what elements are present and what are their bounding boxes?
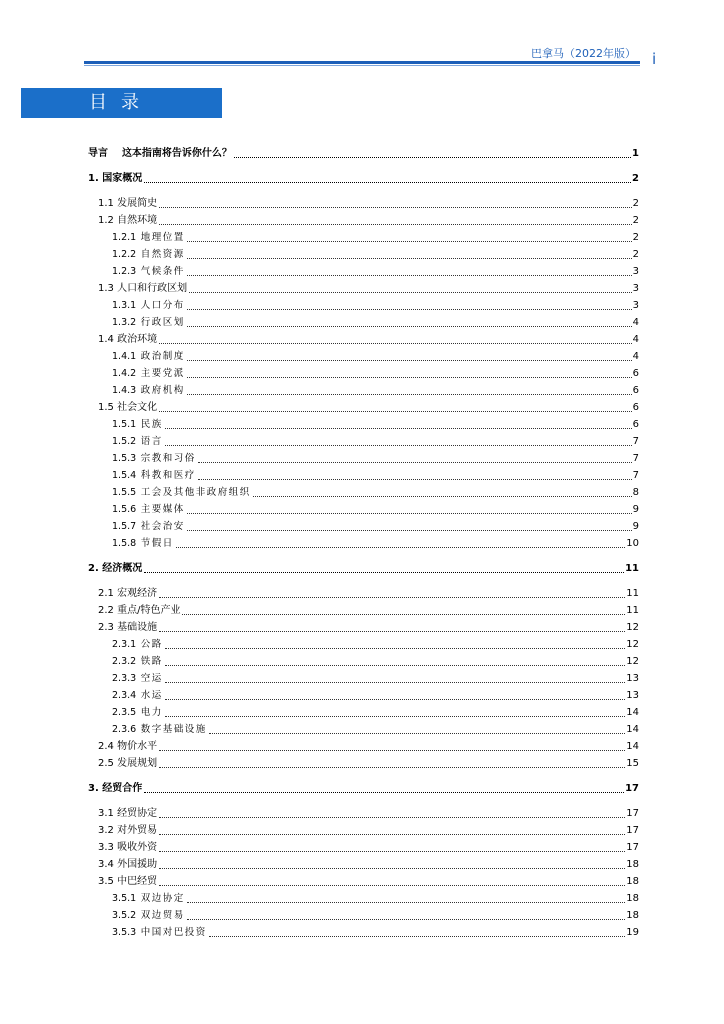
toc-entry-page: 14 (626, 707, 639, 718)
toc-entry[interactable] (88, 499, 639, 516)
toc-entry-title: 语言 (140, 436, 163, 447)
toc-entry[interactable] (88, 617, 639, 634)
toc-entry[interactable] (88, 702, 639, 719)
toc-leader-dots (165, 647, 626, 649)
toc-leader-dots (187, 512, 632, 514)
toc-entry-number: 3.5 (98, 876, 114, 887)
toc-entry-label (112, 317, 186, 329)
toc-leader-dots (187, 918, 626, 920)
toc-entry-title: 这本指南将告诉你什么？ (121, 148, 232, 159)
toc-entry-title: 人口和行政区划 (117, 283, 188, 294)
toc-entry[interactable] (88, 719, 639, 736)
toc-section-gap (88, 185, 639, 193)
toc-entry-title: 社会文化 (117, 402, 158, 413)
toc-entry[interactable] (88, 905, 639, 922)
toc-entry[interactable] (88, 871, 639, 888)
toc-entry[interactable] (88, 668, 639, 685)
toc-entry-title: 空运 (140, 673, 163, 684)
toc-leader-dots (165, 698, 626, 700)
toc-entry-page: 11 (626, 605, 639, 616)
toc-entry-title: 人口分布 (140, 300, 185, 311)
toc-entry-label (98, 283, 188, 295)
toc-entry-label (98, 741, 158, 753)
toc-entry[interactable] (88, 278, 639, 295)
toc-section-gap (88, 160, 639, 168)
toc-leader-dots (159, 596, 625, 598)
toc-entry-label (98, 215, 158, 227)
toc-entry-label (112, 639, 164, 651)
toc-entry-number: 2.4 (98, 741, 114, 752)
toc-entry-number: 1.5.8 (112, 538, 137, 549)
toc-entry-title: 主要党派 (140, 368, 185, 379)
toc-entry-label (112, 724, 208, 736)
toc-heading: 目录 (89, 92, 153, 113)
toc-entry-title: 外国援助 (117, 859, 158, 870)
toc-entry-title: 气候条件 (140, 266, 185, 277)
toc-entry-title: 自然环境 (117, 215, 158, 226)
toc-entry-page: 13 (626, 673, 639, 684)
toc-leader-dots (187, 359, 632, 361)
toc-entry-title: 双边协定 (140, 893, 185, 904)
toc-leader-dots (209, 935, 626, 937)
toc-entry-number: 1.5.2 (112, 436, 137, 447)
toc-entry-label (112, 538, 175, 550)
toc-leader-dots (187, 376, 632, 378)
toc-entry-title: 吸收外资 (117, 842, 158, 853)
toc-entry[interactable] (88, 227, 639, 244)
toc-entry-page: 15 (626, 758, 639, 769)
header-rule-thin (84, 65, 640, 66)
toc-leader-dots (189, 291, 632, 293)
toc-entry-title: 水运 (140, 690, 163, 701)
toc-entry-title: 对外贸易 (117, 825, 158, 836)
toc-leader-dots (159, 867, 625, 869)
toc-entry-number: 2.3.5 (112, 707, 137, 718)
toc-entry-page: 2 (632, 173, 639, 184)
toc-entry[interactable] (88, 295, 639, 312)
toc-entry-title: 宏观经济 (117, 588, 158, 599)
toc-leader-dots (198, 461, 632, 463)
toc-leader-dots (198, 478, 632, 480)
toc-leader-dots (159, 749, 625, 751)
toc-entry-title: 民族 (140, 419, 163, 430)
page-number: i (652, 50, 657, 68)
toc-entry-title: 中国对巴投资 (140, 927, 207, 938)
toc-leader-dots (165, 715, 626, 717)
toc-leader-dots (159, 884, 625, 886)
toc-entry-page: 14 (626, 724, 639, 735)
toc-entry-number: 1.5.7 (112, 521, 137, 532)
toc-entry-label (88, 783, 143, 795)
toc-entry-number: 2.5 (98, 758, 114, 769)
toc-entry[interactable] (88, 329, 639, 346)
toc-entry-label (112, 249, 186, 261)
toc-leader-dots (159, 630, 625, 632)
toc-entry-page: 2 (632, 232, 639, 243)
toc-entry-label (98, 842, 158, 854)
toc-entry-label (112, 707, 164, 719)
toc-entry-title: 电力 (140, 707, 163, 718)
toc-leader-dots (187, 529, 632, 531)
toc-entry[interactable] (88, 778, 639, 795)
toc-entry-number: 1.3.1 (112, 300, 137, 311)
toc-entry[interactable] (88, 685, 639, 702)
toc-entry[interactable] (88, 168, 639, 185)
toc-entry-number: 2. (88, 563, 99, 574)
toc-entry-title: 社会治安 (140, 521, 185, 532)
toc-entry-page: 6 (632, 368, 639, 379)
toc-entry-label (98, 588, 158, 600)
toc-leader-dots (187, 393, 632, 395)
toc-leader-dots (144, 791, 624, 793)
toc-entry-number: 2.3.2 (112, 656, 137, 667)
toc-entry-title: 经贸协定 (117, 808, 158, 819)
toc-entry-number: 1.4.2 (112, 368, 137, 379)
toc-leader-dots (187, 901, 626, 903)
toc-entry-page: 3 (632, 283, 639, 294)
toc-entry-number: 1. (88, 173, 99, 184)
toc-entry-number: 1.1 (98, 198, 114, 209)
toc-entry-title: 经济概况 (102, 563, 143, 574)
toc-entry-label (112, 436, 164, 448)
toc-entry-number: 3.4 (98, 859, 114, 870)
toc-entry[interactable] (88, 312, 639, 329)
toc-leader-dots (159, 410, 632, 412)
toc-leader-dots (159, 766, 625, 768)
toc-entry-label (112, 927, 208, 939)
toc-entry-title: 基础设施 (117, 622, 158, 633)
toc-entry-label (98, 402, 158, 414)
toc-leader-dots (159, 850, 625, 852)
toc-entry[interactable] (88, 516, 639, 533)
toc-entry[interactable] (88, 651, 639, 668)
toc-entry-number: 1.2 (98, 215, 114, 226)
toc-entry-title: 经贸合作 (102, 783, 143, 794)
toc-entry-title: 自然资源 (140, 249, 185, 260)
toc-entry-label (98, 198, 158, 210)
toc-entry-page: 19 (626, 927, 639, 938)
toc-entry[interactable] (88, 431, 639, 448)
toc-entry-page: 17 (626, 808, 639, 819)
toc-entry[interactable] (88, 803, 639, 820)
toc-entry[interactable] (88, 465, 639, 482)
toc-entry-number: 3.5.2 (112, 910, 137, 921)
toc-entry-number: 1.5 (98, 402, 114, 413)
toc-entry-title: 节假日 (140, 538, 174, 549)
toc-entry[interactable] (88, 634, 639, 651)
toc-entry[interactable] (88, 820, 639, 837)
toc-entry-page: 18 (626, 859, 639, 870)
toc-entry-number: 1.2.1 (112, 232, 137, 243)
toc-entry-page: 7 (632, 453, 639, 464)
toc-entry-number: 1.5.3 (112, 453, 137, 464)
toc-entry-label (112, 910, 186, 922)
toc-entry[interactable] (88, 854, 639, 871)
header-rule (84, 61, 640, 64)
toc-leader-dots (144, 181, 631, 183)
toc-entry[interactable] (88, 414, 639, 431)
toc-entry-title: 宗教和习俗 (140, 453, 196, 464)
toc-entry-number: 3.3 (98, 842, 114, 853)
toc-entry[interactable] (88, 922, 639, 939)
toc-entry-label (112, 656, 164, 668)
toc-entry-title: 行政区划 (140, 317, 185, 328)
toc-entry-page: 12 (626, 622, 639, 633)
running-header-title: 巴拿马（2022年版） (531, 47, 636, 60)
toc-entry-page: 3 (632, 300, 639, 311)
toc-entry[interactable] (88, 482, 639, 499)
toc-leader-dots (159, 816, 625, 818)
toc-entry-page: 2 (632, 215, 639, 226)
toc-entry-page: 8 (632, 487, 639, 498)
toc-entry-title: 发展简史 (117, 198, 158, 209)
toc-leader-dots (234, 156, 631, 158)
toc-entry-label (112, 419, 164, 431)
toc-entry-number: 导言 (88, 148, 108, 159)
toc-entry-label (112, 521, 186, 533)
toc-entry-title: 地理位置 (140, 232, 185, 243)
toc-entry-number: 1.5.5 (112, 487, 137, 498)
toc-entry-page: 11 (626, 588, 639, 599)
toc-entry-page: 17 (625, 783, 639, 794)
toc-leader-dots (159, 223, 632, 225)
toc-entry-number: 2.3.6 (112, 724, 137, 735)
toc-entry-number: 2.3.1 (112, 639, 137, 650)
toc-entry-number: 1.5.6 (112, 504, 137, 515)
toc-entry-page: 10 (626, 538, 639, 549)
toc-entry-title: 科教和医疗 (140, 470, 196, 481)
toc-entry[interactable] (88, 346, 639, 363)
toc-entry-label (98, 334, 158, 346)
toc-entry[interactable] (88, 363, 639, 380)
toc-entry-page: 12 (626, 639, 639, 650)
toc-entry[interactable] (88, 380, 639, 397)
toc-entry[interactable] (88, 210, 639, 227)
toc-entry-number: 1.2.3 (112, 266, 137, 277)
toc-entry-label (112, 673, 164, 685)
toc-entry[interactable] (88, 261, 639, 278)
toc-entry[interactable] (88, 736, 639, 753)
toc-entry[interactable] (88, 600, 639, 617)
toc-entry-label (112, 504, 186, 516)
toc-entry-page: 17 (626, 825, 639, 836)
toc-leader-dots (159, 206, 632, 208)
toc-entry-number: 2.2 (98, 605, 114, 616)
toc-entry-number: 2.1 (98, 588, 114, 599)
toc-entry-title: 物价水平 (117, 741, 158, 752)
toc-entry-title: 重点/特色产业 (117, 605, 181, 616)
toc-entry-number: 1.4.1 (112, 351, 137, 362)
toc-entry-number: 3.5.1 (112, 893, 137, 904)
toc-entry-title: 双边贸易 (140, 910, 185, 921)
toc-entry-title: 中巴经贸 (117, 876, 158, 887)
toc-entry-page: 18 (626, 876, 639, 887)
toc-entry-page: 13 (626, 690, 639, 701)
table-of-contents (88, 143, 639, 939)
toc-entry[interactable] (88, 143, 639, 160)
toc-entry-page: 2 (632, 249, 639, 260)
toc-entry-page: 18 (626, 910, 639, 921)
toc-entry[interactable] (88, 583, 639, 600)
toc-entry-title: 数字基础设施 (140, 724, 207, 735)
toc-entry-page: 4 (632, 317, 639, 328)
toc-leader-dots (187, 257, 632, 259)
toc-leader-dots (159, 342, 632, 344)
toc-entry-number: 1.5.1 (112, 419, 137, 430)
toc-heading-banner (21, 88, 222, 118)
toc-leader-dots (165, 664, 626, 666)
toc-entry-label (88, 148, 233, 160)
toc-entry-page: 14 (626, 741, 639, 752)
toc-entry-title: 国家概况 (102, 173, 143, 184)
toc-entry-label (112, 300, 186, 312)
toc-entry-number: 1.3 (98, 283, 114, 294)
toc-entry-label (98, 825, 158, 837)
toc-entry[interactable] (88, 448, 639, 465)
toc-entry[interactable] (88, 558, 639, 575)
toc-leader-dots (144, 571, 624, 573)
toc-entry-label (112, 453, 197, 465)
toc-entry-page: 6 (632, 419, 639, 430)
toc-leader-dots (182, 613, 625, 615)
toc-entry-label (88, 173, 143, 185)
toc-entry-label (112, 385, 186, 397)
toc-entry-page: 4 (632, 334, 639, 345)
toc-leader-dots (187, 308, 632, 310)
toc-entry-number: 3.1 (98, 808, 114, 819)
toc-entry-label (98, 859, 158, 871)
toc-entry-page: 11 (625, 563, 639, 574)
toc-entry-label (98, 876, 158, 888)
toc-entry-number: 2.3.4 (112, 690, 137, 701)
toc-leader-dots (176, 546, 626, 548)
toc-entry-page: 9 (632, 504, 639, 515)
toc-entry-page: 9 (632, 521, 639, 532)
toc-entry-number: 1.3.2 (112, 317, 137, 328)
toc-leader-dots (165, 427, 632, 429)
toc-entry-label (112, 368, 186, 380)
toc-entry[interactable] (88, 397, 639, 414)
toc-entry-title: 工会及其他非政府组织 (140, 487, 251, 498)
toc-entry-number: 1.2.2 (112, 249, 137, 260)
toc-entry[interactable] (88, 753, 639, 770)
toc-entry-label (112, 351, 186, 363)
toc-entry[interactable] (88, 837, 639, 854)
toc-section-gap (88, 550, 639, 558)
toc-leader-dots (187, 274, 632, 276)
toc-leader-dots (253, 495, 632, 497)
toc-entry[interactable] (88, 888, 639, 905)
toc-entry-number: 3.2 (98, 825, 114, 836)
toc-entry-page: 7 (632, 436, 639, 447)
toc-entry-title: 政治制度 (140, 351, 185, 362)
toc-entry-number: 2.3.3 (112, 673, 137, 684)
toc-entry-label (112, 487, 252, 499)
toc-entry-label (98, 622, 158, 634)
toc-leader-dots (165, 444, 632, 446)
toc-entry-label (112, 266, 186, 278)
toc-entry-page: 1 (632, 148, 639, 159)
toc-entry-page: 4 (632, 351, 639, 362)
toc-entry-page: 3 (632, 266, 639, 277)
toc-entry-title: 铁路 (140, 656, 163, 667)
toc-section-gap (88, 575, 639, 583)
toc-entry-number: 1.4 (98, 334, 114, 345)
toc-entry-title: 政治环境 (117, 334, 158, 345)
toc-section-gap (88, 770, 639, 778)
toc-entry-page: 18 (626, 893, 639, 904)
toc-entry-label (98, 758, 158, 770)
toc-entry-label (98, 605, 181, 617)
toc-entry-page: 2 (632, 198, 639, 209)
toc-leader-dots (209, 732, 626, 734)
toc-entry-label (112, 470, 197, 482)
toc-entry-label (88, 563, 143, 575)
toc-entry-page: 12 (626, 656, 639, 667)
toc-entry-label (112, 232, 186, 244)
toc-leader-dots (159, 833, 625, 835)
toc-entry-number: 3.5.3 (112, 927, 137, 938)
toc-entry-page: 6 (632, 402, 639, 413)
toc-section-gap (88, 795, 639, 803)
toc-entry[interactable] (88, 193, 639, 210)
toc-entry-number: 2.3 (98, 622, 114, 633)
toc-entry-label (112, 690, 164, 702)
toc-leader-dots (187, 240, 632, 242)
toc-entry-title: 发展规划 (117, 758, 158, 769)
toc-leader-dots (165, 681, 626, 683)
toc-entry-label (112, 893, 186, 905)
toc-entry-number: 1.4.3 (112, 385, 137, 396)
toc-entry[interactable] (88, 244, 639, 261)
toc-entry-title: 主要媒体 (140, 504, 185, 515)
toc-entry[interactable] (88, 533, 639, 550)
toc-entry-number: 1.5.4 (112, 470, 137, 481)
toc-leader-dots (187, 325, 632, 327)
toc-entry-number: 3. (88, 783, 99, 794)
toc-entry-page: 17 (626, 842, 639, 853)
toc-entry-title: 公路 (140, 639, 163, 650)
toc-entry-page: 7 (632, 470, 639, 481)
toc-entry-page: 6 (632, 385, 639, 396)
toc-entry-label (98, 808, 158, 820)
toc-entry-title: 政府机构 (140, 385, 185, 396)
